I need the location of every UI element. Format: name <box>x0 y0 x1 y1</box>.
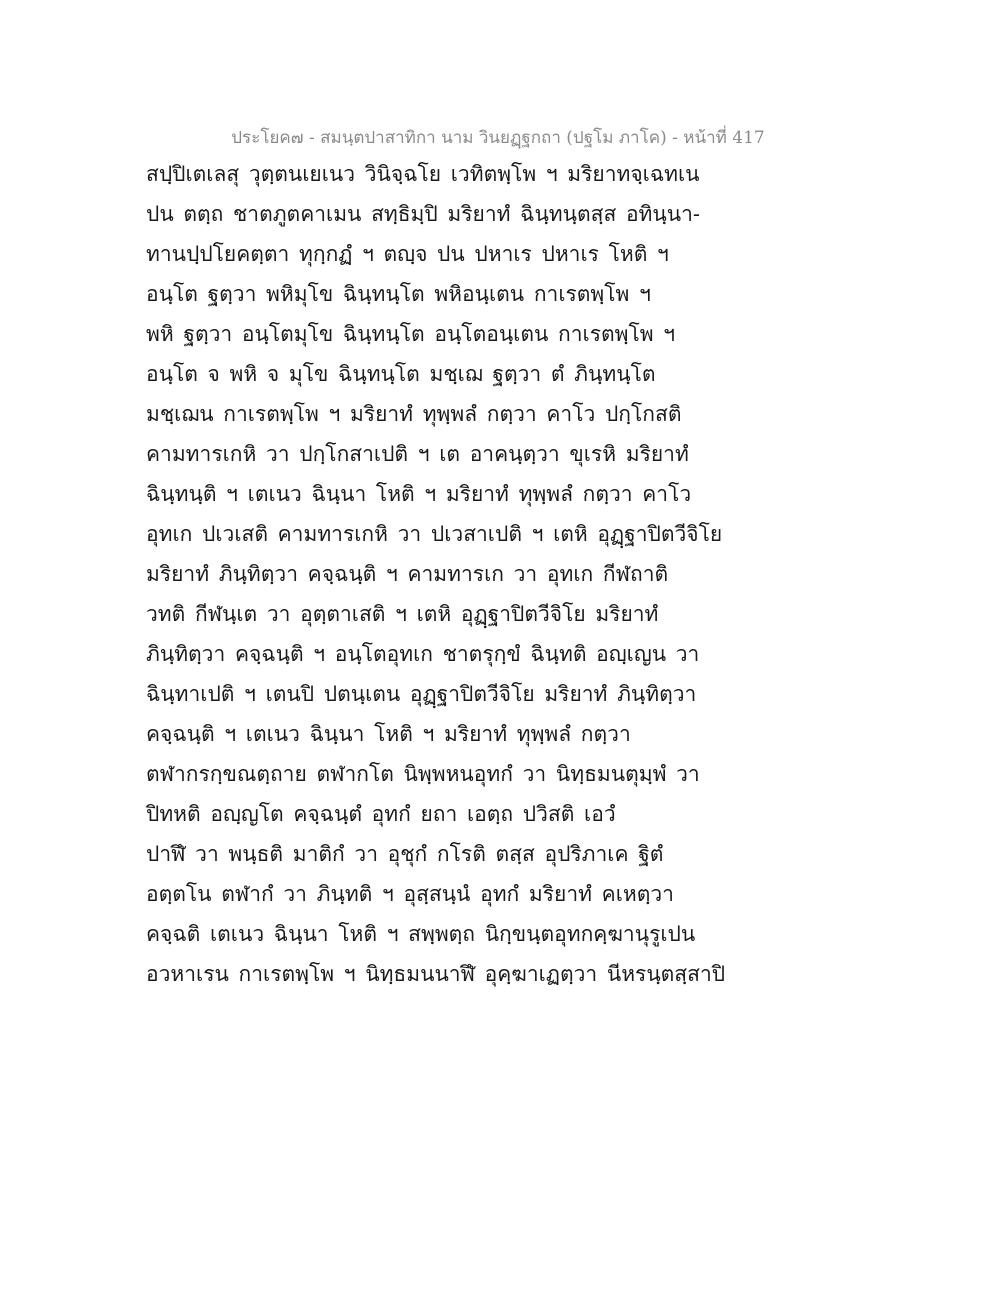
text-line: ทานปฺปโยคตฺตา ทุกฺกฏํ ฯ ตญฺจ ปน ปหาเร ปหาเร โหติ ฯ <box>146 242 669 266</box>
text-line: อุทเก ปเวเสติ คามทารเกหิ วา ปเวสาเปติ ฯ เตหิ อุฏฺฐาปิตวีจิโย <box>146 522 723 546</box>
text-line: พหิ ฐตฺวา อนฺโตมุโข ฉินฺทนฺโต อนฺโตอนฺเตน กาเรตพฺโพ ฯ <box>146 322 676 346</box>
text-line: ฉินฺทนฺติ ฯ เตเนว ฉินฺนา โหติ ฯ มริยาทํ ทุพฺพลํ กตฺวา คาโว <box>146 482 692 506</box>
text-line: ตฬากรกฺขณตฺถาย ตฬากโต นิพฺพหนอุทกํ วา นิทฺธมนตุมฺพํ วา <box>146 762 700 786</box>
text-line: มชฺเฌน กาเรตพฺโพ ฯ มริยาทํ ทุพฺพลํ กตฺวา คาโว ปกฺโกสติ <box>146 402 682 426</box>
running-header <box>0 124 1000 151</box>
text-line: ฉินฺทาเปติ ฯ เตนปิ ปตนฺเตน อุฏฺฐาปิตวีจิโย มริยาทํ ภินฺทิตฺวา <box>146 682 697 706</box>
text-line: อนฺโต ฐตฺวา พหิมุโข ฉินฺทนฺโต พหิอนฺเตน กาเรตพฺโพ ฯ <box>146 282 651 306</box>
text-line: คจฺฉนฺติ ฯ เตเนว ฉินฺนา โหติ ฯ มริยาทํ ทุพฺพลํ กตฺวา <box>146 722 631 746</box>
text-line: อวหาเรน กาเรตพฺโพ ฯ นิทฺธมนนาฬึ อุคฺฆาเฏตฺวา นีหรนฺตสฺสาปิ <box>146 962 726 986</box>
text-line: คามทารเกหิ วา ปกฺโกสาเปติ ฯ เต อาคนฺตฺวา ขุเรหิ มริยาทํ <box>146 442 689 466</box>
text-line: ภินฺทิตฺวา คจฺฉนฺติ ฯ อนฺโตอุทเก ชาตรุกฺขํ ฉินฺทติ อญฺเญน วา <box>146 642 700 666</box>
text-line: มริยาทํ ภินฺทิตฺวา คจฺฉนฺติ ฯ คามทารเก วา อุทเก กีฬถาติ <box>146 562 669 586</box>
running-header-text: ประโยค๗ - สมนฺตปาสาทิกา นาม วินยฏฺฐกถา (ปฐโม ภาโค) - หน้าที่ 417 <box>231 128 765 148</box>
text-line: คจฺฉติ เตเนว ฉินฺนา โหติ ฯ สพฺพตฺถ นิกฺขนฺตอุทกคฺฆานุรูเปน <box>146 922 696 946</box>
text-line: สปฺปิเตเลสุ วุตฺตนเยเนว วินิจฺฉโย เวทิตพฺโพ ฯ มริยาทจฺเฉทเน <box>146 162 700 186</box>
text-line: วทติ กีฬนฺเต วา อุตฺตาเสติ ฯ เตหิ อุฏฺฐาปิตวีจิโย มริยาทํ <box>146 602 659 626</box>
body-text <box>146 154 726 994</box>
text-line: ปิทหติ อญฺญโต คจฺฉนฺตํ อุทกํ ยถา เอตฺถ ปวิสติ เอวํ <box>146 802 616 826</box>
text-line: ปน ตตฺถ ชาตภูตคาเมน สทฺธิมฺปิ มริยาทํ ฉินฺทนฺตสฺส อทินฺนา- <box>146 202 701 226</box>
text-line: อตฺตโน ตฬากํ วา ภินฺทติ ฯ อุสฺสนฺนํ อุทกํ มริยาทํ คเหตฺวา <box>146 882 674 906</box>
text-line: อนฺโต จ พหิ จ มุโข ฉินฺทนฺโต มชฺเฌ ฐตฺวา ตํ ภินฺทนฺโต <box>146 362 656 386</box>
text-line: ปาฬึ วา พนฺธติ มาติกํ วา อุชุกํ กโรติ ตสฺส อุปริภาเค ฐิตํ <box>146 842 664 866</box>
